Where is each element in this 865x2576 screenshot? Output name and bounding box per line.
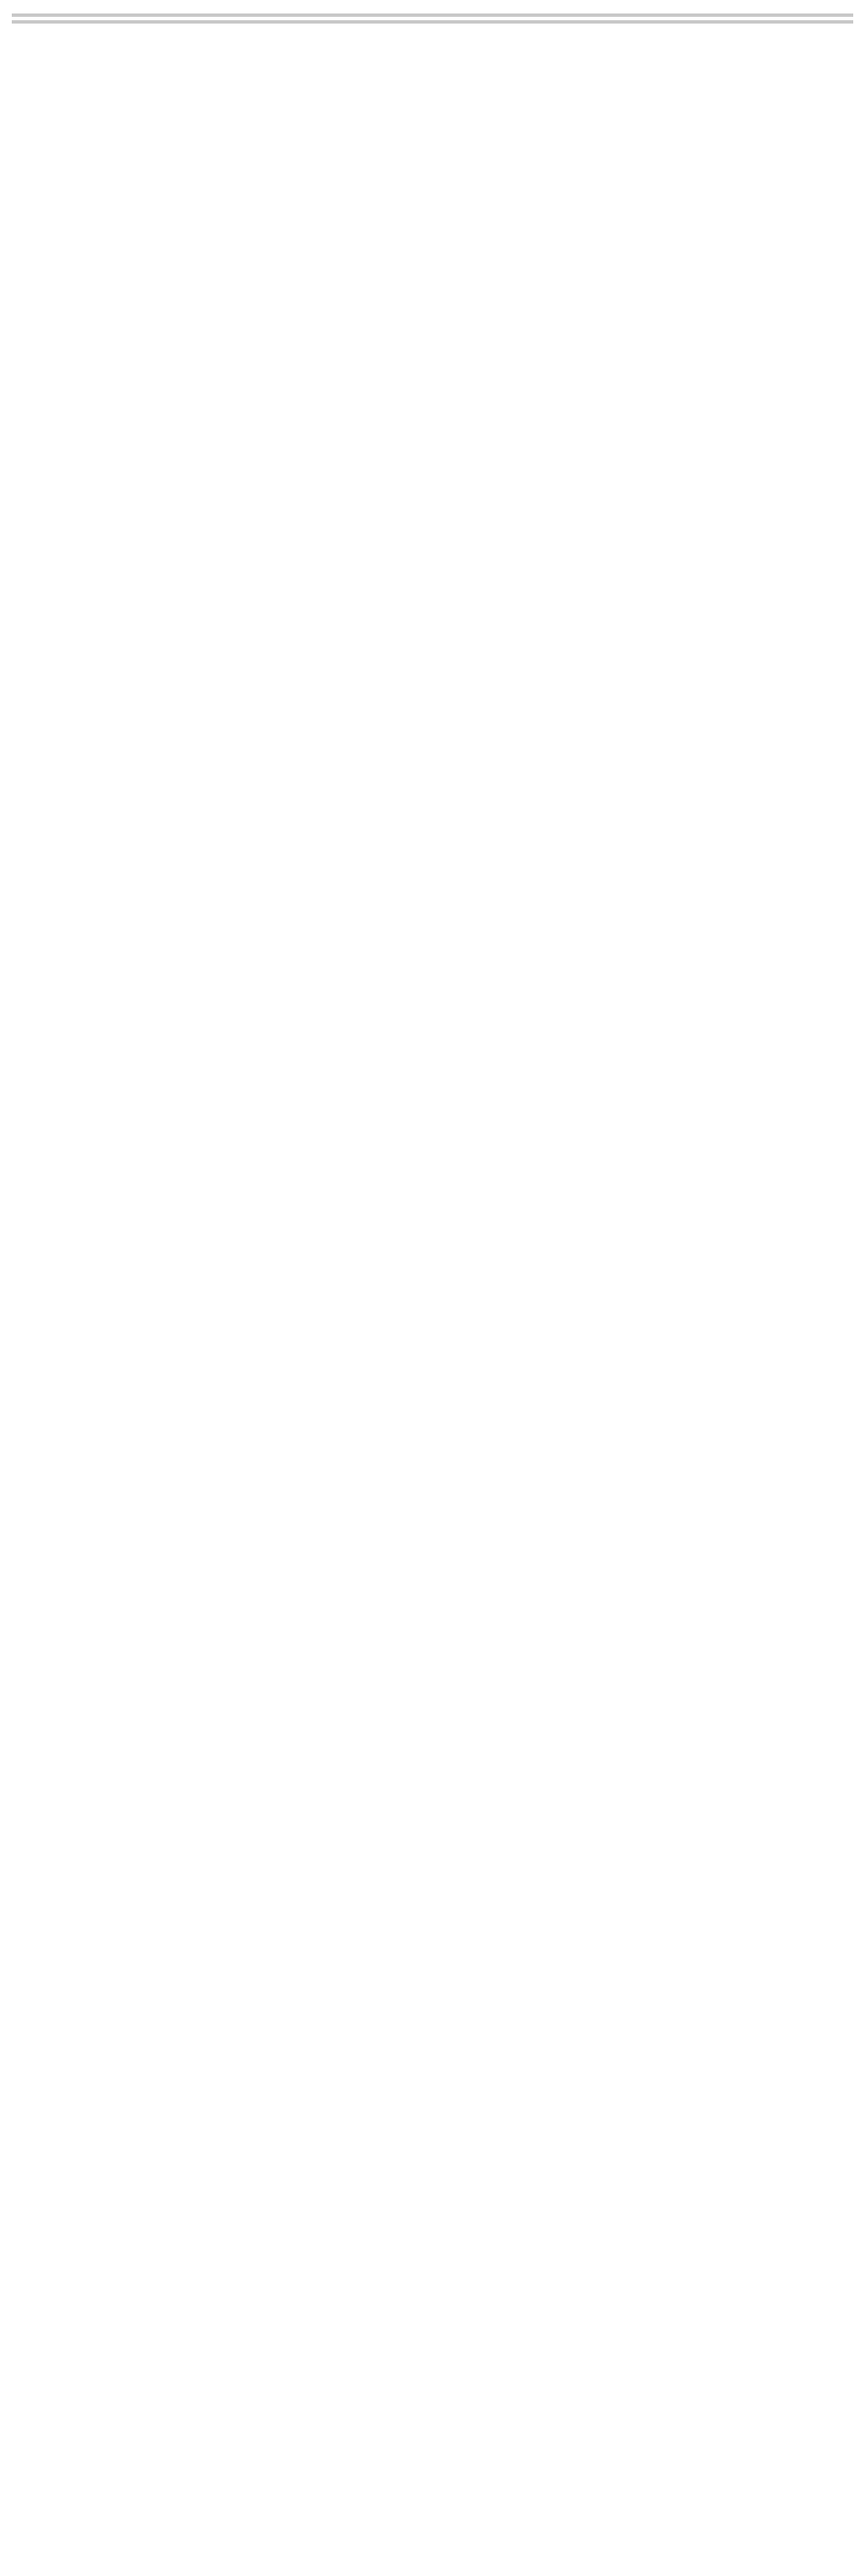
notice-page — [12, 5, 853, 2564]
inclusive-section-heading — [12, 20, 853, 24]
internal-section-heading — [12, 7, 853, 10]
open-section-heading — [12, 13, 853, 17]
notes-section-heading — [12, 29, 853, 32]
